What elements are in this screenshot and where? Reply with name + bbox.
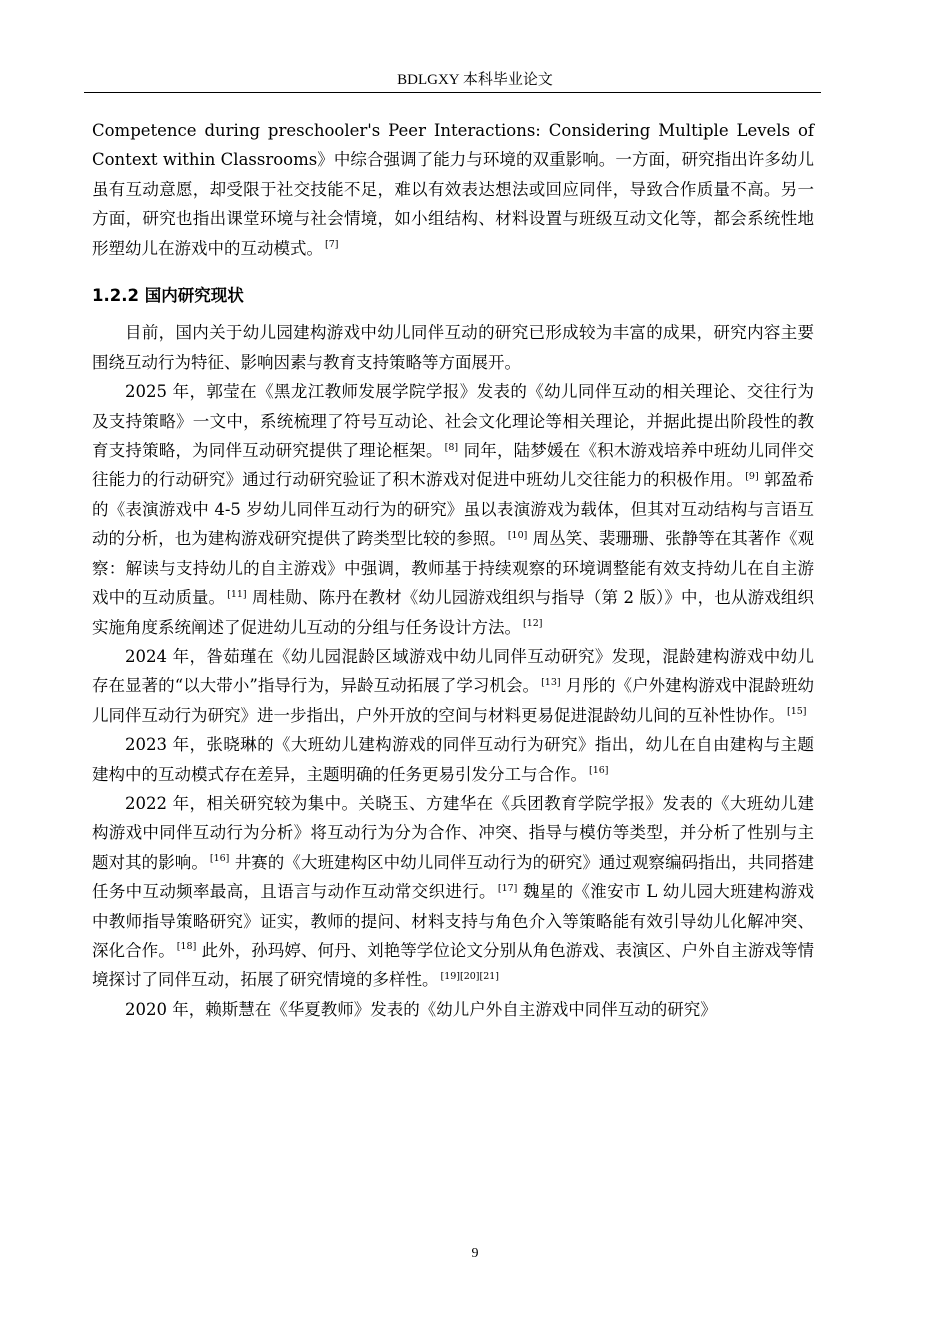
citation-ref: [7]: [325, 239, 339, 251]
citation-ref: [15]: [787, 706, 807, 718]
paragraph-2020: 2020 年，赖斯慧在《华夏教师》发表的《幼儿户外自主游戏中同伴互动的研究》: [125, 999, 717, 1019]
paragraph-2025: [92, 377, 814, 642]
citation-ref: [16]: [209, 853, 230, 865]
paragraph-2023: [92, 730, 814, 789]
sentence: 魏星的《淮安市 L 幼儿园大班建构游戏中教师指导策略研究》证实，教师的提问、材料支持与角色介入等策略能有效引导幼儿化解冲突、深化合作。: [92, 882, 814, 960]
sentence: 月彤的《户外建构游戏中混龄班幼儿同伴互动行为研究》进一步指出，户外开放的空间与材料更易促进混龄幼儿间的互补性协作。: [92, 676, 815, 725]
sentence: 周丛笑、裴珊珊、张静等在其著作《观察：解读与支持幼儿的自主游戏》中强调，教师基于持续观察的环境调整能有效支持幼儿在自主游戏中的互动质量。: [92, 529, 815, 608]
header-rule: [84, 92, 821, 93]
citation-ref: [11]: [227, 588, 247, 600]
citation-ref: [19][20][21]: [440, 970, 500, 982]
citation-ref: [12]: [523, 618, 543, 629]
citation-ref: [9]: [745, 470, 759, 482]
sentence: 2025 年，郭莹在《黑龙江教师发展学院学报》发表的《幼儿同伴互动的相关理论、交往行为及支持策略》一文中，系统梳理了符号互动论、社会文化理论等相关理论，并据此提出阶段性的教育支持策略，为同伴互动研究提供了理论框架。: [92, 382, 814, 461]
section-heading: 1.2.2 国内研究现状: [92, 286, 244, 306]
citation-ref: [16]: [589, 765, 609, 777]
main-text: [92, 116, 814, 1024]
sentence: 同年，陆梦媛在《积木游戏培养中班幼儿同伴交往能力的行动研究》通过行动研究验证了积木游戏对促进中班幼儿交往能力的积极作用。: [92, 441, 815, 490]
sentence: 周桂勋、陈丹在教材《幼儿园游戏组织与指导（第 2 版）》中，也从游戏组织实施角度系统阐述了促进幼儿互动的分组与任务设计方法。: [92, 588, 815, 637]
paragraph-continued: [92, 116, 814, 263]
sentence: 此外，孙玛婷、何丹、刘艳等学位论文分别从角色游戏、表演区、户外自主游戏等情境探讨了同伴互动，拓展了研究情境的多样性。: [92, 940, 815, 990]
sentence: 2022 年，相关研究较为集中。关晓玉、方建华在《兵团教育学院学报》发表的《大班幼儿建构游戏中同伴互动行为分析》将互动行为分为合作、冲突、指导与模仿等类型，并分析了性别与主题对其的影响。: [92, 793, 814, 872]
sentence: 2024 年，昝茹瑾在《幼儿园混龄区域游戏中幼儿同伴互动研究》发现，混龄建构游戏中幼儿存在显著的“以大带小”指导行为，异龄互动拓展了学习机会。: [92, 646, 814, 696]
citation-ref: [13]: [541, 676, 561, 688]
citation-ref: [17]: [497, 882, 518, 894]
paragraph-2024: [92, 642, 814, 730]
sentence: 2023 年，张晓琳的《大班幼儿建构游戏的同伴互动行为研究》指出，幼儿在自由建构与主题建构中的互动模式存在差异，主题明确的任务更易引发分工与合作。: [92, 735, 814, 784]
paragraph-2022: [92, 789, 814, 995]
citation-ref: [8]: [444, 441, 459, 453]
sentence: 郭盈希的《表演游戏中 4-5 岁幼儿同伴互动行为的研究》虽以表演游戏为载体，但其对互动结构与言语互动的分析，也为建构游戏研究提供了跨类型比较的参照。: [92, 470, 815, 549]
running-header: BDLGXY 本科毕业论文: [397, 72, 553, 88]
sentence: 井赛的《大班建构区中幼儿同伴互动行为的研究》通过观察编码指出，共同搭建任务中互动频率最高，且语言与动作互动常交织进行。: [92, 852, 815, 902]
citation-ref: [10]: [507, 529, 528, 541]
paragraph-intro: 目前，国内关于幼儿园建构游戏中幼儿同伴互动的研究已形成较为丰富的成果，研究内容主要围绕互动行为特征、影响因素与教育支持策略等方面展开。: [92, 323, 814, 372]
citation-ref: [18]: [176, 941, 197, 953]
page-number: 9: [471, 1246, 479, 1261]
paragraph-text: Competence during preschooler's Peer Interactions: Considering Multiple Levels of Context within Classrooms》中综合强调了能力与环境的双重影响。一方面，研究指出许多幼儿虽有互动意愿，却受限于社交技能不足，难以有效表达想法或回应同伴，导致合作质量不高。另一方面，研究也指出课堂环境与社会情境，如小组结构、材料设置与班级互动文化等，都会系统性地形塑幼儿在游戏中的互动模式。: [92, 121, 814, 258]
